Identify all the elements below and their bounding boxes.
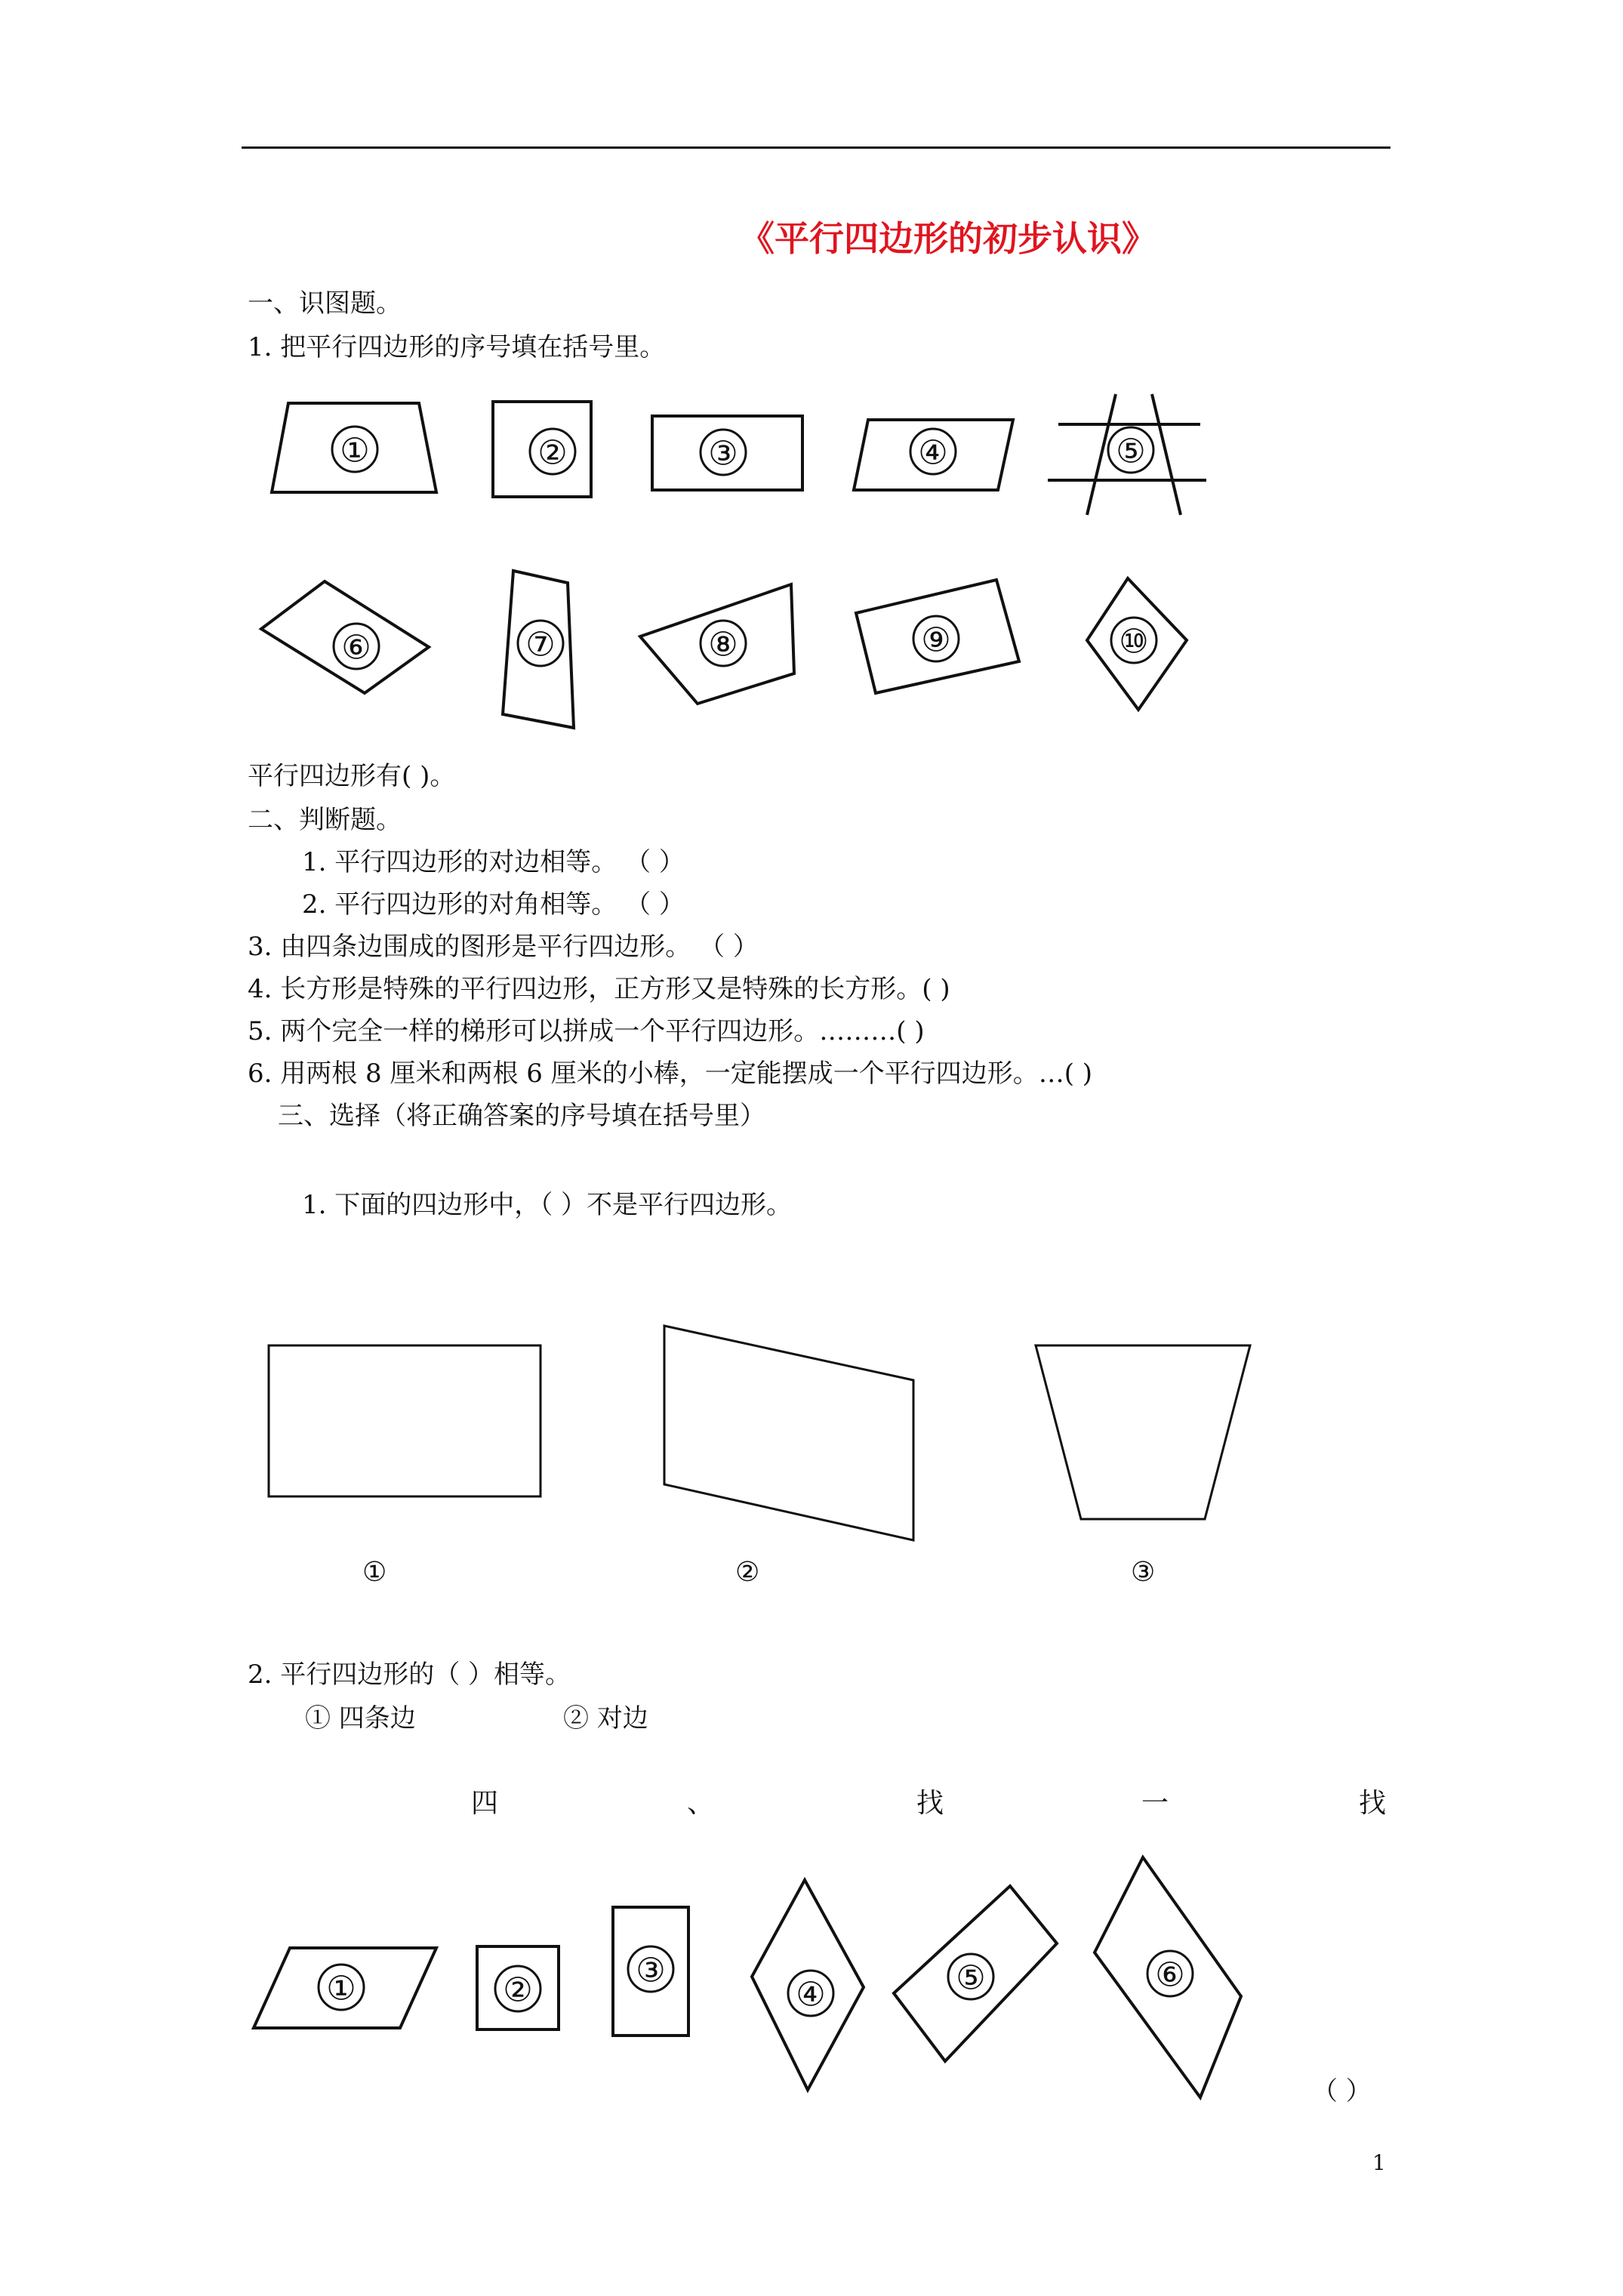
figure-9-label: ⑨ (921, 621, 951, 660)
section1-answer-line: 平行四边形有( )。 (248, 761, 456, 791)
find-figure-1-label: ① (326, 1969, 356, 2008)
find-figure-5-label: ⑤ (956, 1959, 986, 1998)
figure-5-label: ⑤ (1116, 432, 1146, 471)
figure-8-label: ⑧ (708, 625, 738, 664)
choice-figure-1-label: ① (362, 1557, 387, 1588)
section3-option-2: ② 对边 (563, 1703, 648, 1734)
figure-6-label: ⑥ (341, 628, 371, 667)
figure-3-label: ③ (708, 434, 738, 473)
section2-heading: 二、判断题。 (248, 805, 402, 835)
find-figure-3-label: ③ (636, 1951, 666, 1990)
section1-heading: 一、识图题。 (248, 288, 402, 319)
judgment-item-4: 4. 长方形是特殊的平行四边形，正方形又是特殊的长方形。( ) (248, 974, 950, 1004)
section3-question-1: 1. 下面的四边形中，（ ）不是平行四边形。 (302, 1190, 793, 1220)
find-figure-2-square (477, 1946, 559, 2029)
figure-7-label: ⑦ (525, 625, 556, 664)
section4-heading-char-5: 找 (1359, 1788, 1387, 1819)
section4-heading-char-3: 找 (916, 1788, 944, 1819)
figure-2-label: ② (537, 433, 568, 473)
section1-question: 1. 把平行四边形的序号填在括号里。 (248, 332, 666, 362)
find-figure-5-rectangle (894, 1886, 1057, 2061)
choice-figure-2-label: ② (735, 1557, 760, 1588)
section3-option-1: ① 四条边 (305, 1703, 416, 1734)
section3-heading: 三、选择（将正确答案的序号填在括号里） (278, 1101, 765, 1131)
figure-1-label: ① (340, 431, 370, 470)
section3-question-2: 2. 平行四边形的（ ）相等。 (248, 1660, 571, 1690)
judgment-item-2: 2. 平行四边形的对角相等。 （ ） (302, 889, 685, 920)
page-number: 1 (1372, 2150, 1386, 2175)
find-figure-1-parallelogram (254, 1948, 436, 2028)
choice-figure-3-label: ③ (1131, 1557, 1156, 1588)
figure-4-label: ④ (918, 433, 948, 473)
figure-10-label: ⑩ (1119, 622, 1149, 661)
section4-heading-char-1: 四 (471, 1788, 499, 1819)
section4-heading-char-4: 一 (1141, 1788, 1169, 1819)
find-figure-6-label: ⑥ (1155, 1955, 1185, 1995)
judgment-item-5: 5. 两个完全一样的梯形可以拼成一个平行四边形。………( ) (248, 1016, 925, 1046)
find-figure-2-label: ② (503, 1971, 533, 2010)
section4-answer: （ ） (1312, 2076, 1372, 2106)
page-title: 《平行四边形的初步认识》 (740, 218, 1156, 259)
judgment-item-3: 3. 由四条边围成的图形是平行四边形。 （ ） (248, 932, 759, 962)
find-figure-6-rhombus (1095, 1857, 1241, 2097)
judgment-item-1: 1. 平行四边形的对边相等。 （ ） (302, 847, 685, 877)
find-figure-4-label: ④ (796, 1975, 826, 2014)
judgment-item-6: 6. 用两根 8 厘米和两根 6 厘米的小棒，一定能摆成一个平行四边形。…( ) (248, 1059, 1093, 1089)
section4-heading-char-2: 、 (687, 1788, 715, 1819)
find-figure-4-rhombus (752, 1880, 864, 2090)
find-figure-3-rectangle (613, 1907, 688, 2036)
